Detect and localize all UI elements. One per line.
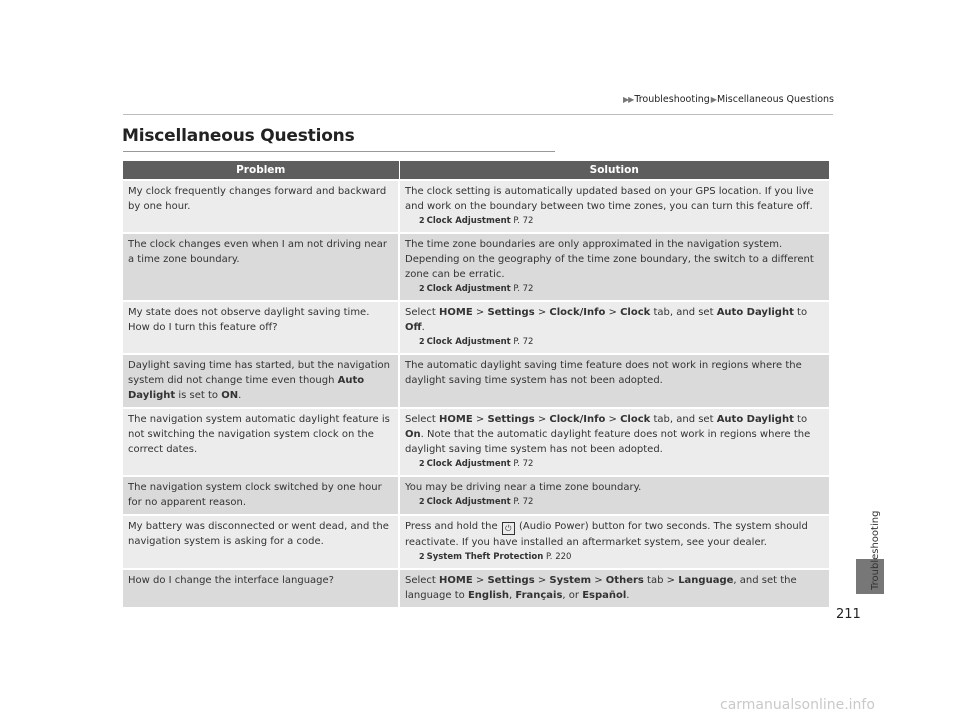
reference-page: P. 72: [510, 216, 534, 226]
solution-text: Select: [405, 414, 440, 425]
setting-value-on: ON: [221, 390, 239, 401]
table-row: [123, 233, 829, 301]
solution-cell: [399, 408, 829, 476]
problem-cell: My battery was disconnected or went dead, and the navigation system is asking for a code.: [123, 515, 399, 569]
solution-text: Press and hold the: [405, 521, 501, 532]
problem-text: Daylight saving time has started, but the navigation system did not change time even though: [128, 360, 390, 386]
table-row: [123, 515, 829, 569]
problem-cell: How do I change the interface language?: [123, 569, 399, 607]
reference-page: P. 72: [510, 284, 534, 294]
column-header-solution: Solution: [399, 161, 829, 180]
solution-text: tab >: [643, 575, 679, 586]
table-row: [123, 180, 829, 233]
solution-cell: [399, 476, 829, 515]
reference-title: Clock Adjustment: [426, 497, 511, 507]
solution-text: The clock setting is automatically updated based on your GPS location. If you live and work on the boundary between two time zones, you can turn this feature off.: [405, 186, 814, 212]
page-number: 211: [836, 607, 861, 622]
menu-path-system: System: [549, 575, 592, 586]
solution-cell: [399, 301, 829, 354]
table-row: [123, 408, 829, 476]
solution-text: tab, and set: [650, 414, 717, 425]
breadcrumb: [612, 94, 834, 105]
reference-page: P. 220: [543, 552, 572, 562]
reference-arrow-icon: 2: [419, 337, 425, 346]
reference-arrow-icon: 2: [419, 552, 425, 561]
solution-cell: [399, 180, 829, 233]
setting-auto-daylight: Auto Daylight: [128, 375, 365, 401]
solution-text: The time zone boundaries are only approximated in the navigation system. Depending on the geography of the time zone boundary, the switch to a different zone can be erratic.: [405, 239, 814, 280]
cross-reference-link[interactable]: [419, 335, 825, 349]
solution-text: , and set the language to: [405, 575, 797, 601]
menu-path-separator: >: [534, 414, 550, 425]
problem-cell: The navigation system clock switched by one hour for no apparent reason.: [123, 476, 399, 515]
setting-auto-daylight: Auto Daylight: [716, 414, 794, 425]
breadcrumb-item-current: Miscellaneous Questions: [716, 94, 834, 105]
table-row: [123, 301, 829, 354]
solution-text: . Note that the automatic daylight feature does not work in regions where the daylight saving time system has not been adopted.: [405, 429, 811, 455]
menu-path-others: Others: [605, 575, 644, 586]
menu-path-separator: >: [472, 414, 488, 425]
title-underline: [123, 151, 555, 152]
cross-reference-link[interactable]: [419, 214, 825, 228]
menu-path-clock: Clock: [620, 307, 651, 318]
menu-path-separator: >: [591, 575, 606, 586]
menu-path-separator: >: [534, 575, 550, 586]
footer-watermark: carmanualsonline.info: [720, 697, 875, 713]
solution-text: ,: [509, 590, 516, 601]
reference-arrow-icon: 2: [419, 459, 425, 468]
menu-path-separator: >: [534, 307, 550, 318]
cross-reference-link[interactable]: [419, 457, 825, 471]
menu-path-clock-info: Clock/Info: [549, 307, 606, 318]
setting-auto-daylight: Auto Daylight: [716, 307, 794, 318]
problem-cell: The clock changes even when I am not driving near a time zone boundary.: [123, 233, 399, 301]
solution-text: .: [626, 590, 630, 601]
cross-reference-link[interactable]: [419, 282, 825, 296]
solution-text: to: [793, 307, 808, 318]
side-tab-label[interactable]: Troubleshooting: [870, 510, 881, 590]
menu-path-separator: >: [472, 307, 488, 318]
reference-page: P. 72: [510, 497, 534, 507]
menu-path-clock: Clock: [620, 414, 651, 425]
menu-path-separator: >: [605, 414, 621, 425]
menu-path-home: HOME: [439, 307, 473, 318]
breadcrumb-arrow-icon: ▶▶: [623, 95, 634, 104]
reference-title: Clock Adjustment: [426, 459, 511, 469]
table-row: [123, 569, 829, 607]
problem-cell: The navigation system automatic daylight feature is not switching the navigation system clock on the correct dates.: [123, 408, 399, 476]
solution-text: to: [793, 414, 808, 425]
menu-path-settings: Settings: [487, 575, 535, 586]
menu-path-language: Language: [678, 575, 734, 586]
cross-reference-link[interactable]: [419, 550, 825, 564]
problem-cell: My clock frequently changes forward and backward by one hour.: [123, 180, 399, 233]
language-option-espanol: Español: [582, 590, 627, 601]
reference-arrow-icon: 2: [419, 284, 425, 293]
menu-path-settings: Settings: [487, 307, 535, 318]
table-row: [123, 476, 829, 515]
solution-text: .: [421, 322, 425, 333]
faq-table: [123, 161, 829, 607]
solution-text: You may be driving near a time zone boundary.: [405, 482, 642, 493]
page-title: Miscellaneous Questions: [122, 126, 355, 146]
problem-cell: My state does not observe daylight saving time. How do I turn this feature off?: [123, 301, 399, 354]
column-header-problem: Problem: [123, 161, 399, 180]
problem-cell: [123, 354, 399, 408]
menu-path-separator: >: [605, 307, 621, 318]
setting-value-on: On: [405, 429, 421, 440]
problem-text: is set to: [175, 390, 222, 401]
menu-path-home: HOME: [439, 414, 473, 425]
setting-value-off: Off: [405, 322, 422, 333]
reference-page: P. 72: [510, 337, 534, 347]
menu-path-separator: >: [472, 575, 488, 586]
language-option-english: English: [467, 590, 510, 601]
table-row: [123, 354, 829, 408]
solution-cell: [399, 569, 829, 607]
menu-path-clock-info: Clock/Info: [549, 414, 606, 425]
solution-cell: The automatic daylight saving time feature does not work in regions where the daylight saving time system has not been adopted.: [399, 354, 829, 408]
header-divider: [123, 114, 833, 115]
reference-title: Clock Adjustment: [426, 216, 511, 226]
solution-text: Select: [405, 307, 440, 318]
table-header-row: [123, 161, 829, 180]
menu-path-home: HOME: [439, 575, 473, 586]
breadcrumb-arrow-icon: ▶: [710, 95, 716, 104]
breadcrumb-item-troubleshooting[interactable]: Troubleshooting: [634, 94, 710, 105]
reference-arrow-icon: 2: [419, 216, 425, 225]
reference-title: Clock Adjustment: [426, 284, 511, 294]
reference-arrow-icon: 2: [419, 497, 425, 506]
solution-cell: [399, 515, 829, 569]
reference-title: Clock Adjustment: [426, 337, 511, 347]
reference-page: P. 72: [510, 459, 534, 469]
solution-text: tab, and set: [650, 307, 717, 318]
problem-text: .: [238, 390, 242, 401]
solution-cell: [399, 233, 829, 301]
solution-text: Select: [405, 575, 440, 586]
power-icon: ⏻: [502, 522, 515, 535]
reference-title: System Theft Protection: [426, 552, 544, 562]
language-option-francais: Français: [515, 590, 563, 601]
solution-text: (Audio Power) button for two seconds. The system should reactivate. If you have installed an aftermarket system, see your dealer.: [405, 521, 808, 548]
menu-path-settings: Settings: [487, 414, 535, 425]
cross-reference-link[interactable]: [419, 495, 825, 509]
solution-text: , or: [562, 590, 583, 601]
